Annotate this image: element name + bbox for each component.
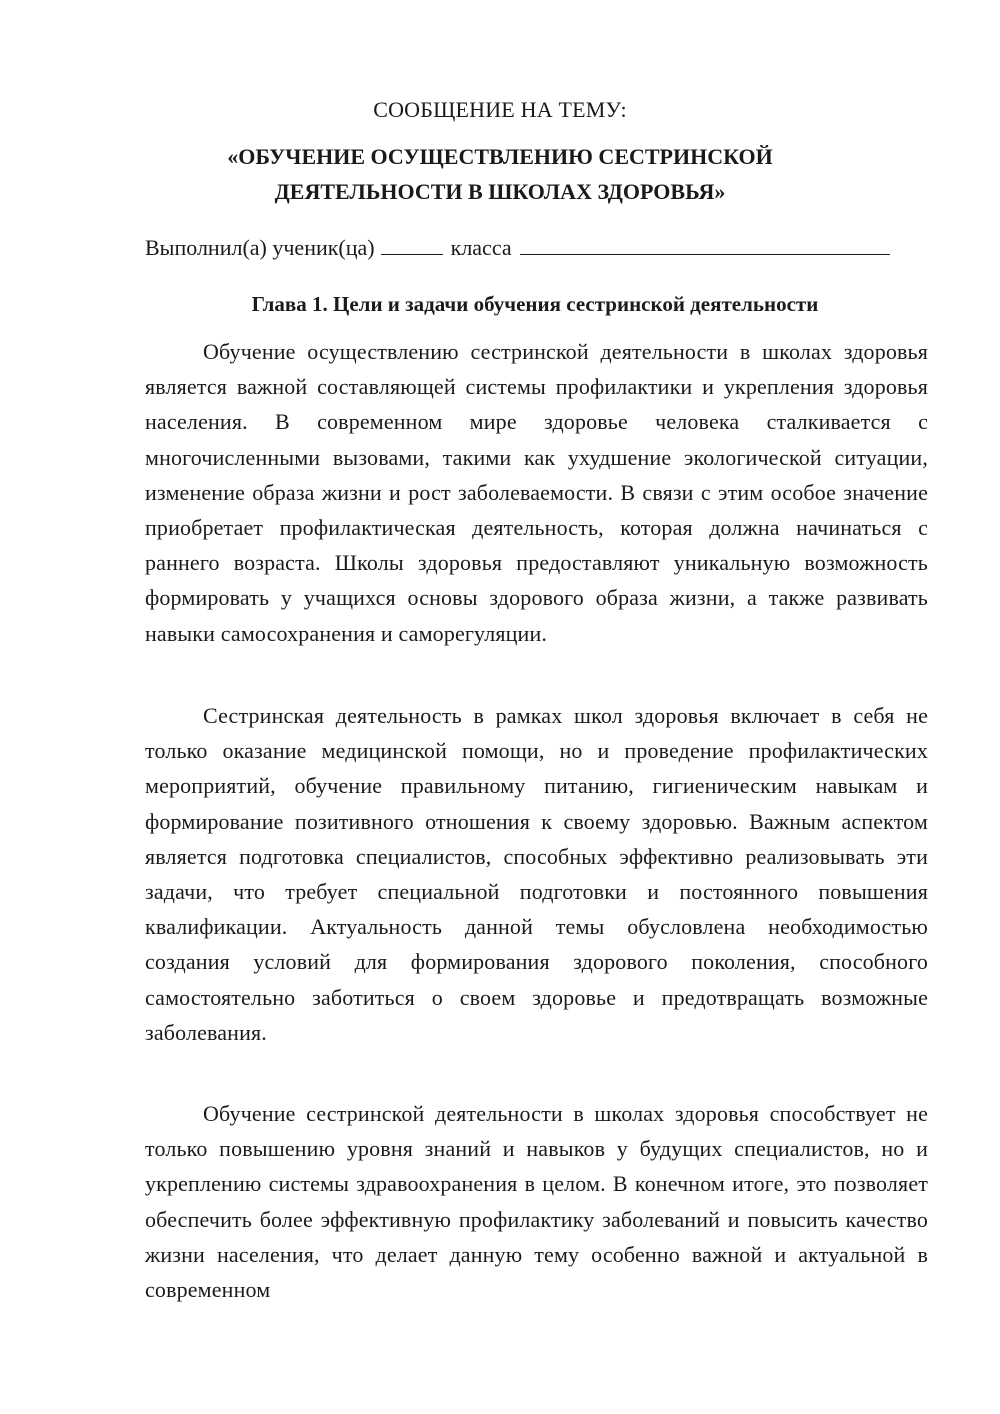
- author-class-word: класса: [450, 235, 512, 260]
- class-blank-field: [381, 234, 443, 255]
- document-topic-line: СООБЩЕНИЕ НА ТЕМУ:: [373, 97, 627, 122]
- author-line: [145, 233, 935, 263]
- author-prefix: Выполнил(а) ученик(ца): [145, 235, 375, 260]
- name-blank-field: [520, 234, 890, 255]
- body-paragraph: Обучение сестринской деятельности в школах здоровья способствует не только повышению уровня знаний и навыков у будущих специалистов, но и укреплению системы здравоохранения в целом. В конечном итоге, это позволяет обеспечить более эффективную профилактику заболеваний и повысить качество жизни населения, что делает данную тему особенно важной и актуальной в современном: [145, 1101, 928, 1303]
- body-paragraph: Обучение осуществлению сестринской деятельности в школах здоровья является важной составляющей системы профилактики и укрепления здоровья населения. В современном мире здоровье человека сталкивается с многочисленными вызовами, такими как ухудшение экологической ситуации, изменение образа жизни и рост заболеваемости. В связи с этим особое значение приобретает профилактическая деятельность, которая должна начинаться с раннего возраста. Школы здоровья предоставляют уникальную возможность формировать у учащихся основы здорового образа жизни, а также развивать навыки самосохранения и саморегуляции.: [145, 339, 928, 646]
- chapter-heading: Глава 1. Цели и задачи обучения сестринской деятельности: [251, 292, 819, 316]
- document-title-line-1: «ОБУЧЕНИЕ ОСУЩЕСТВЛЕНИЮ СЕСТРИНСКОЙ: [227, 144, 773, 169]
- body-paragraph: Сестринская деятельность в рамках школ здоровья включает в себя не только оказание медицинской помощи, но и проведение профилактических мероприятий, обучение правильному питанию, гигиеническим навыкам и формирование позитивного отношения к своему здоровью. Важным аспектом является подготовка специалистов, способных эффективно реализовывать эти задачи, что требует специальной подготовки и постоянного повышения квалификации. Актуальность данной темы обусловлена необходимостью создания условий для формирования здорового поколения, способного самостоятельно заботиться о своем здоровье и предотвращать возможные заболевания.: [145, 703, 928, 1045]
- document-title-line-2: ДЕЯТЕЛЬНОСТИ В ШКОЛАХ ЗДОРОВЬЯ»: [274, 179, 726, 204]
